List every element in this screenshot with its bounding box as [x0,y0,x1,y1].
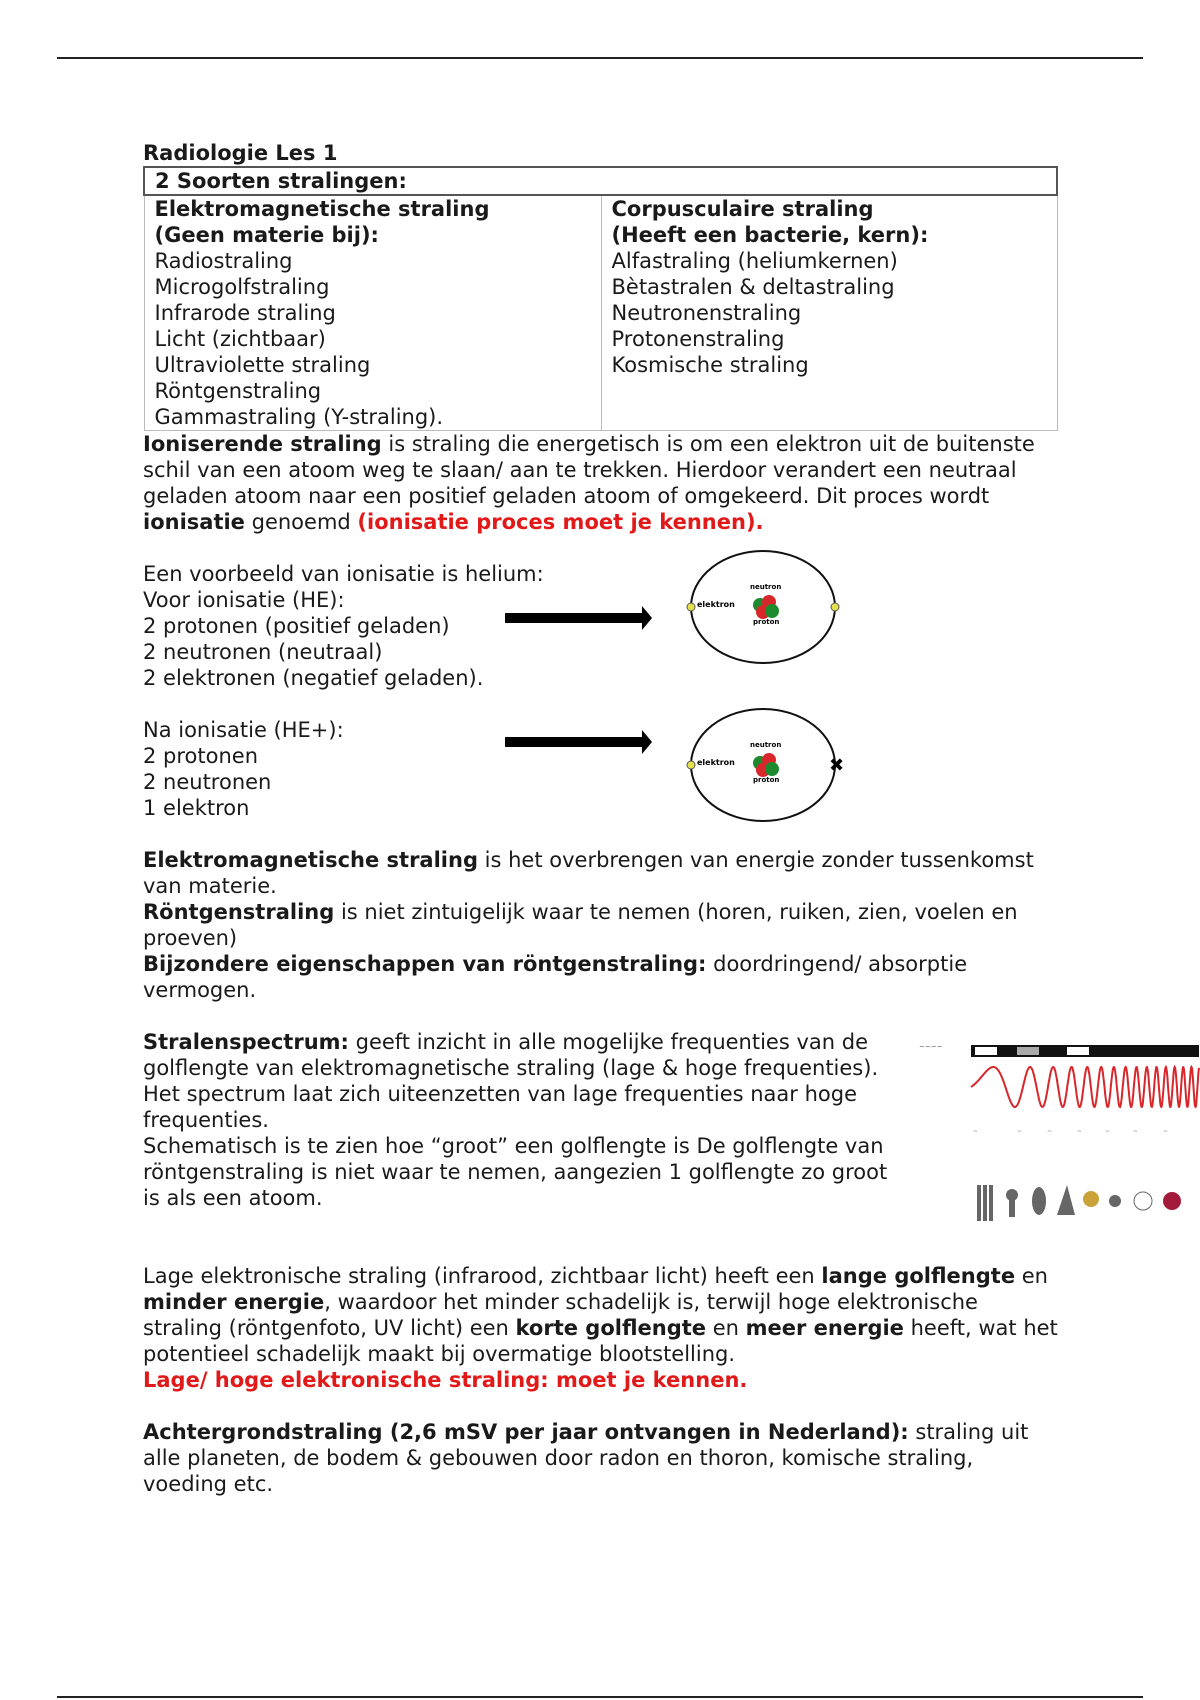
helium-atom-icon [683,545,843,670]
xray-properties-paragraph [143,951,1063,1003]
list-item: Microgolfstraling [154,275,330,299]
ionisation-example-after [143,717,1063,821]
table-col-em [144,195,601,431]
document-body [143,140,1169,1497]
svg-text:~: ~ [1163,1128,1169,1135]
diagram-label-neutron: neutron [750,583,782,591]
em-text: is het overbrengen van energie zonder tussenkomst van materie. [143,848,1034,898]
col-em-title-2: (Geen materie bij): [154,223,379,247]
page-title: Radiologie Les 1 [143,141,338,165]
top-rule [57,57,1143,59]
wl-text-2: en [1015,1264,1048,1288]
col-corp-title-2: (Heeft een bacterie, kern): [611,223,929,247]
list-item: 2 elektronen (negatief geladen). [143,666,484,690]
list-item: Ultraviolette straling [154,353,371,377]
spectrum-line-3: Schematisch is te zien hoe “groot” een golflengte is De golflengte van röntgenstraling is niet waar te nemen, aangezien 1 golflengte zo groot is als een atoom. [143,1134,888,1210]
helium-ion-icon [683,703,853,828]
wl-bold-3: korte golflengte [515,1316,707,1340]
wl-text-4: en [706,1316,746,1340]
list-item: Alfastraling (heliumkernen) [611,249,898,273]
wl-bold-4: meer energie [745,1316,904,1340]
diagram-label-elektron: elektron [697,600,735,609]
xray-prop-text: doordringend/ absorptie vermogen. [143,952,968,1002]
xray-prop-term: Bijzondere eigenschappen van röntgenstraling: [143,952,707,976]
list-item: Neutronenstraling [611,301,802,325]
ionisation-example-before [143,561,1063,691]
ionisation-term: Ioniserende straling [143,432,382,456]
table-header: 2 Soorten stralingen: [144,167,1057,195]
spectrum-line-2: Het spectrum laat zich uiteenzetten van lage frequenties naar hoge frequenties. [143,1082,858,1132]
wl-text-5: heeft, wat het potentieel schadelijk maakt bij overmatige blootstelling. [143,1316,1058,1366]
list-item: Gammastraling (Y-straling). [154,405,444,429]
ionisation-term-2: ionisatie [143,510,245,534]
list-item: Licht (zichtbaar) [154,327,326,351]
ionisation-note: (ionisatie proces moet je kennen). [357,510,764,534]
wl-text-1: Lage elektronische straling (infrarood, zichtbaar licht) heeft een [143,1264,822,1288]
svg-text:~: ~ [1047,1128,1053,1135]
wl-bold-1: lange golflengte [821,1264,1016,1288]
diagram-label-neutron: neutron [750,741,782,749]
list-item: 1 elektron [143,796,250,820]
ionisation-text-1: is straling die energetisch is om een elektron uit de buitenste schil van een atoom weg te slaan/ aan te trekken. Hierdoor verandert een neutraal geladen atoom naar een positief geladen atoom of omgekeerd. Dit proces wordt [143,432,1035,508]
after-title: Na ionisatie (HE+): [143,718,344,742]
wl-bold-2: minder energie [143,1290,325,1314]
wavelength-paragraph [143,1263,1063,1367]
svg-text:~: ~ [1105,1128,1111,1135]
svg-text:~: ~ [1017,1128,1023,1135]
spectrum-diagram-icon [917,1035,1200,1225]
background-paragraph [143,1419,1063,1497]
list-item: 2 neutronen (neutraal) [143,640,383,664]
spectrum-section [143,1029,1169,1211]
em-term: Elektromagnetische straling [143,848,478,872]
ionisation-text-2: genoemd [244,510,358,534]
xray-term: Röntgenstraling [143,900,335,924]
wavelength-note: Lage/ hoge elektronische straling: moet je kennen. [143,1368,748,1392]
svg-text:~: ~ [973,1128,979,1135]
list-item: Protonenstraling [611,327,785,351]
svg-text:✖: ✖ [829,755,845,776]
table-col-corpuscular [601,195,1057,431]
background-text: straling uit alle planeten, de bodem & gebouwen door radon en thoron, komische straling, voeding etc. [143,1420,1029,1496]
svg-text:~~~~: ~~~~ [919,1043,943,1051]
list-item: Radiostraling [154,249,293,273]
svg-text:~: ~ [1077,1128,1083,1135]
bottom-rule [57,1696,1143,1698]
list-item: Bètastralen & deltastraling [611,275,895,299]
example-intro: Een voorbeeld van ionisatie is helium: [143,562,544,586]
xray-text: is niet zintuigelijk waar te nemen (horen, ruiken, zien, voelen en proeven) [143,900,1018,950]
list-item: Kosmische straling [611,353,809,377]
arrow-icon [505,737,648,747]
xray-paragraph [143,899,1063,951]
diagram-label-elektron: elektron [697,758,735,767]
radiation-kinds-table [143,166,1058,431]
wl-text-3: , waardoor het minder schadelijk is, terwijl hoge elektronische straling (röntgenfoto, UV licht) een [143,1290,978,1340]
spectrum-term: Stralenspectrum: [143,1030,349,1054]
list-item: Röntgenstraling [154,379,322,403]
ionisation-paragraph [143,431,1063,535]
spectrum-text: geeft inzicht in alle mogelijke frequenties van de golflengte van elektromagnetische straling (lage & hoge frequenties). [143,1030,879,1080]
col-em-title-1: Elektromagnetische straling [154,197,490,221]
col-corp-title-1: Corpusculaire straling [611,197,874,221]
before-title: Voor ionisatie (HE): [143,588,345,612]
spectrum-paragraph [143,1029,903,1081]
arrow-icon [505,613,648,623]
list-item: 2 neutronen [143,770,272,794]
list-item: 2 protonen (positief geladen) [143,614,450,638]
list-item: Infrarode straling [154,301,336,325]
background-term: Achtergrondstraling (2,6 mSV per jaar ontvangen in Nederland): [143,1420,909,1444]
diagram-label-proton: proton [753,618,780,626]
diagram-label-proton: proton [753,776,780,784]
svg-text:~: ~ [1133,1128,1139,1135]
list-item: 2 protonen [143,744,259,768]
em-paragraph [143,847,1063,899]
